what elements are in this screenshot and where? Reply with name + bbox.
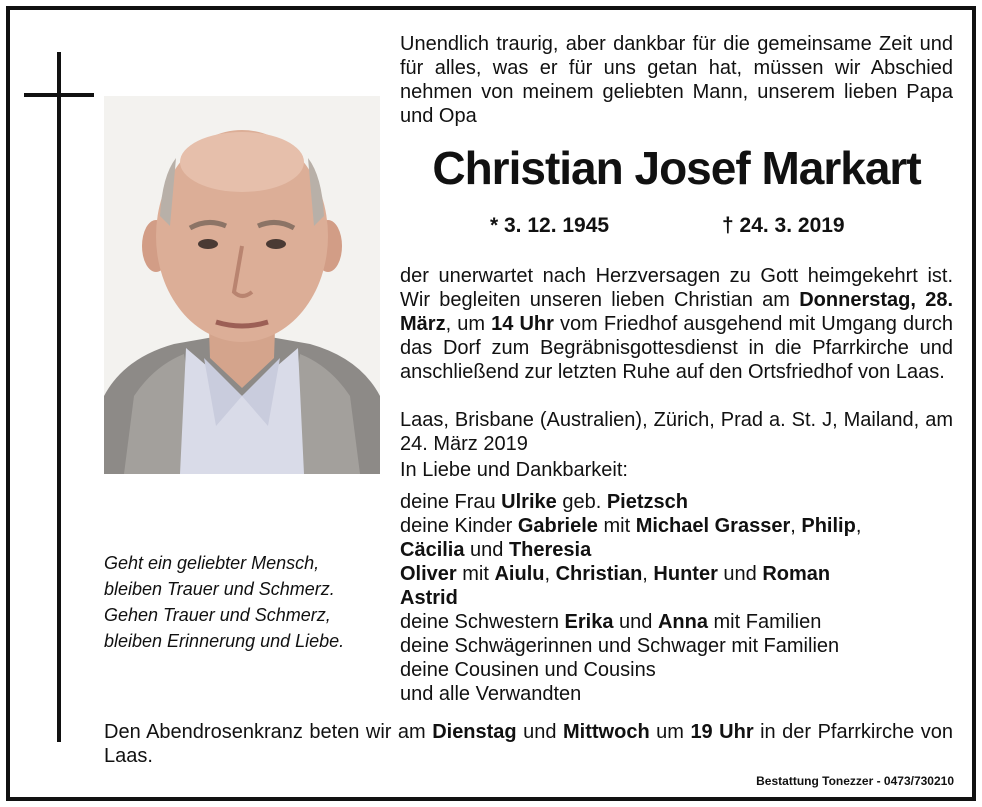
family-line-relatives: und alle Verwandten	[400, 683, 582, 705]
deceased-name: Christian Josef Markart	[432, 142, 921, 194]
family-text: ,	[544, 563, 556, 585]
birth-date: * 3. 12. 1945	[490, 214, 610, 237]
family-member: Pietzsch	[606, 491, 688, 513]
cross-horizontal-bar	[24, 93, 94, 97]
family-member: Hunter	[653, 563, 718, 585]
family-member: Anna	[657, 611, 708, 633]
family-member: Michael Grasser	[635, 515, 791, 537]
family-member: Philip	[801, 515, 856, 537]
family-text: geb.	[556, 491, 607, 513]
rosary-day: Mittwoch	[563, 721, 650, 743]
portrait-illustration	[104, 96, 380, 474]
family-member: Aiulu	[494, 563, 545, 585]
family-member: Gabriele	[517, 515, 598, 537]
family-text: deine Frau	[400, 491, 502, 513]
rosary-notice	[104, 720, 953, 768]
rosary-time: 19 Uhr	[690, 721, 754, 743]
family-line-sisters	[400, 610, 953, 634]
cross-vertical-bar	[57, 52, 61, 742]
family-line-grandchildren-2	[400, 586, 953, 610]
family-text: deine Kinder	[400, 515, 518, 537]
poem-line: bleiben Trauer und Schmerz.	[104, 579, 335, 599]
family-list	[400, 490, 953, 706]
family-line-cousins: deine Cousinen und Cousins	[400, 659, 656, 681]
family-text: und	[464, 539, 509, 561]
poem-line: Geht ein geliebter Mensch,	[104, 553, 320, 573]
rosary-text: um	[649, 721, 691, 743]
family-member: Roman	[762, 563, 831, 585]
family-text: ,	[855, 515, 862, 537]
family-line-grandchildren	[400, 562, 953, 586]
family-member: Theresia	[508, 539, 592, 561]
in-love-heading: In Liebe und Dankbarkeit:	[400, 459, 628, 481]
rosary-text: in der Pfarrkirche von Laas.	[104, 721, 953, 767]
body-text: vom Friedhof ausgehend mit Umgang durch das Dorf zum Begräbnisgottesdienst in die Pfarrkirche und anschließend zur letzten Ruhe auf den Ortsfriedhof von Laas.	[400, 313, 954, 383]
family-line-children	[400, 514, 953, 538]
portrait-photo	[104, 96, 380, 474]
funeral-day: Donnerstag, 28. März	[400, 289, 954, 335]
funeral-time: 14 Uhr	[491, 313, 554, 335]
poem-line: Gehen Trauer und Schmerz,	[104, 605, 331, 625]
family-line-wife	[400, 490, 953, 514]
family-text: mit Familien	[707, 611, 822, 633]
family-text: ,	[642, 563, 654, 585]
family-text: und	[613, 611, 658, 633]
place-date: Laas, Brisbane (Australien), Zürich, Prad a. St. J, Mailand, am 24. März 2019	[400, 409, 953, 455]
family-member: Ulrike	[501, 491, 557, 513]
family-text: deine Schwestern	[400, 611, 565, 633]
family-member: Erika	[564, 611, 614, 633]
family-line-children-2	[400, 538, 953, 562]
family-text: und	[717, 563, 763, 585]
undertaker-credit: Bestattung Tonezzer - 0473/730210	[756, 774, 954, 788]
intro-text: Unendlich traurig, aber dankbar für die gemeinsame Zeit und für alles, was er für uns getan hat, müssen wir Abschied nehmen von meinem geliebten Mann, unserem lieben Papa und Opa	[400, 33, 953, 127]
family-line-in-laws: deine Schwägerinnen und Schwager mit Familien	[400, 635, 840, 657]
death-date: † 24. 3. 2019	[722, 214, 845, 237]
body-text: der unerwartet nach Herzversagen zu Gott heimgekehrt ist. Wir begleiten unseren lieben Christian am	[400, 265, 953, 311]
rosary-day: Dienstag	[432, 721, 517, 743]
body-text: , um	[445, 313, 492, 335]
memorial-poem	[104, 550, 404, 654]
family-member: Astrid	[400, 587, 458, 609]
family-text: ,	[790, 515, 802, 537]
poem-line: bleiben Erinnerung und Liebe.	[104, 631, 345, 651]
rosary-text: und	[516, 721, 564, 743]
family-member: Cäcilia	[400, 539, 465, 561]
family-member: Christian	[555, 563, 643, 585]
family-member: Oliver	[400, 563, 457, 585]
funeral-details	[400, 264, 953, 384]
family-text: mit	[456, 563, 495, 585]
rosary-text: Den Abendrosenkranz beten wir am	[104, 721, 433, 743]
family-text: mit	[597, 515, 636, 537]
